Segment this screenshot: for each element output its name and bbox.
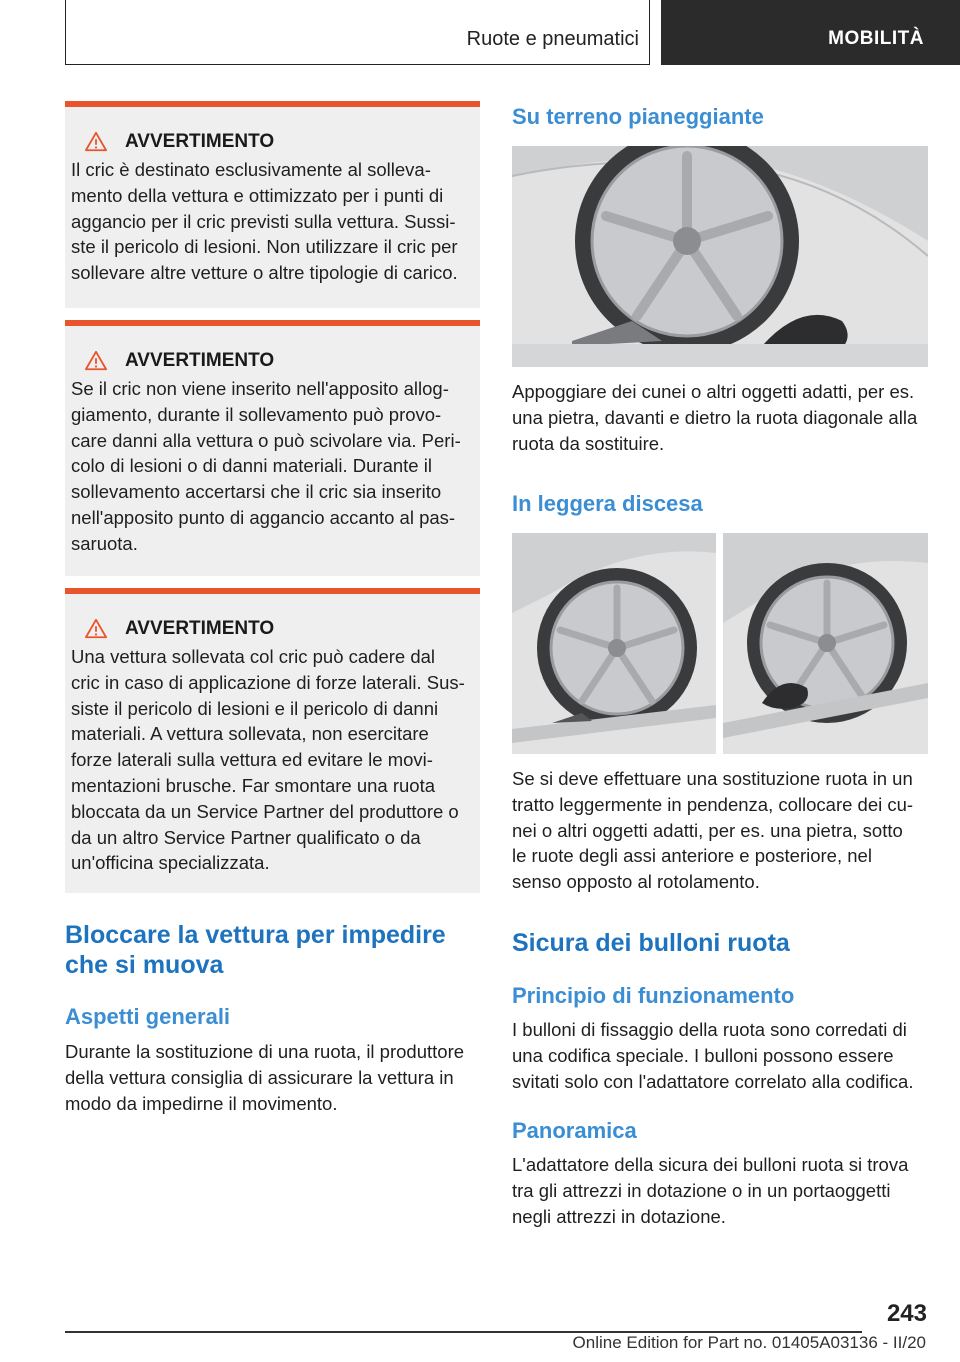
section-heading-wheel-lock: Sicura dei bulloni ruota — [512, 929, 790, 957]
heading-line: Bloccare la vettura per impedire — [65, 921, 446, 949]
text-line: aggancio per il cric previsti sulla vettura. Sussi- — [71, 210, 456, 232]
text-line: ruota da sostituire. — [512, 432, 665, 454]
text-line: Una vettura sollevata col cric può cadere dal — [71, 646, 436, 667]
text-line: saruota. — [71, 532, 138, 554]
warning-text — [71, 644, 468, 876]
warning-title: AVVERTIMENTO — [125, 618, 275, 639]
text-line: mentazioni brusche. Far smontare una ruota — [71, 774, 436, 796]
text-line: nei o altri oggetti adatti, per es. una pietra, sotto — [512, 819, 903, 841]
warning-head — [85, 618, 468, 640]
text-line: siste il pericolo di lesioni e il pericolo di danni — [71, 697, 439, 719]
text-line: negli attrezzi in dotazione. — [512, 1205, 726, 1227]
text-line: Il cric è destinato esclusivamente al solleva- — [71, 159, 431, 180]
warning-triangle-icon — [85, 131, 107, 153]
text-line: svitati solo con l'adattatore correlato alla codifica. — [512, 1070, 914, 1092]
warning-title: AVVERTIMENTO — [125, 131, 275, 152]
warning-triangle-icon — [85, 350, 107, 372]
section-heading-secure-vehicle — [65, 920, 480, 980]
text-line: materiali. A vettura sollevata, non esercitare — [71, 723, 429, 745]
warning-box-1 — [65, 101, 480, 308]
flat-ground-wheel-image — [512, 146, 928, 367]
subheading-slight-slope: In leggera discesa — [512, 491, 703, 516]
warning-head — [85, 350, 468, 372]
flat-ground-paragraph — [512, 379, 932, 456]
section-title: Ruote e pneumatici — [466, 28, 639, 50]
text-line: giamento, durante il sollevamento può provo- — [71, 403, 442, 425]
text-line: care danni alla vettura o può scivolare via. Peri- — [71, 429, 461, 451]
text-line: colo di lesioni o di danni materiali. Durante il — [71, 455, 432, 477]
text-line: bloccata da un Service Partner del produttore o — [71, 800, 459, 822]
warning-title: AVVERTIMENTO — [125, 350, 275, 371]
text-line: da un altro Service Partner qualificato o da — [71, 826, 421, 848]
text-line: le ruote degli assi anteriore e posteriore, nel — [512, 845, 872, 867]
warning-text — [71, 157, 468, 286]
heading-line: che si muova — [65, 951, 224, 979]
text-line: Appoggiare dei cunei o altri oggetti adatti, per es. — [512, 381, 915, 402]
warning-triangle-icon — [85, 618, 107, 640]
text-line: un'officina specializzata. — [71, 852, 270, 874]
subheading-flat-ground: Su terreno pianeggiante — [512, 104, 764, 129]
subheading-general: Aspetti generali — [65, 1004, 231, 1029]
principle-paragraph — [512, 1017, 932, 1094]
text-line: nell'apposito punto di aggancio accanto al pas- — [71, 506, 456, 528]
warning-box-2 — [65, 320, 480, 576]
page-number: 243 — [886, 1300, 927, 1327]
subheading-overview: Panoramica — [512, 1118, 637, 1143]
text-line: modo da impedirne il movimento. — [65, 1092, 338, 1114]
text-line: Se il cric non viene inserito nell'apposito allog- — [71, 378, 449, 399]
text-line: ste il pericolo di lesioni. Non utilizzare il cric per — [71, 236, 458, 258]
warning-box-3 — [65, 588, 480, 893]
warning-head — [85, 131, 468, 153]
text-line: una codifica speciale. I bulloni possono essere — [512, 1044, 894, 1066]
text-line: L'adattatore della sicura dei bulloni ruota si trova — [512, 1154, 909, 1175]
chapter-label: MOBILITÀ — [828, 28, 924, 49]
subheading-principle: Principio di funzionamento — [512, 983, 795, 1008]
warning-text — [71, 376, 468, 557]
text-line: I bulloni di fissaggio della ruota sono corredati di — [512, 1019, 907, 1040]
text-line: cric in caso di applicazione di forze laterali. Sus- — [71, 671, 465, 693]
text-line: sollevare altre vetture o altre tipologie di carico. — [71, 262, 458, 284]
overview-paragraph — [512, 1152, 932, 1229]
slope-wheels-image — [512, 533, 928, 754]
general-paragraph — [65, 1039, 485, 1116]
text-line: una pietra, davanti e dietro la ruota diagonale alla — [512, 406, 918, 428]
text-line: della vettura consiglia di assicurare la vettura in — [65, 1066, 454, 1088]
text-line: forze laterali sulla vettura ed evitare le movi- — [71, 749, 433, 771]
chapter-tab[interactable] — [661, 0, 960, 65]
text-line: tratto leggermente in pendenza, collocare dei cu- — [512, 793, 914, 815]
text-line: sollevamento accertarsi che il cric sia inserito — [71, 481, 442, 503]
slight-slope-paragraph — [512, 766, 932, 895]
edition-footer: Online Edition for Part no. 01405A03136 - II/20 — [572, 1333, 926, 1352]
text-line: Se si deve effettuare una sostituzione ruota in un — [512, 768, 913, 789]
text-line: senso opposto al rotolamento. — [512, 871, 760, 893]
text-line: mento della vettura e ottimizzato per i punti di — [71, 184, 444, 206]
text-line: tra gli attrezzi in dotazione o in un portaoggetti — [512, 1179, 891, 1201]
text-line: Durante la sostituzione di una ruota, il produttore — [65, 1041, 465, 1062]
